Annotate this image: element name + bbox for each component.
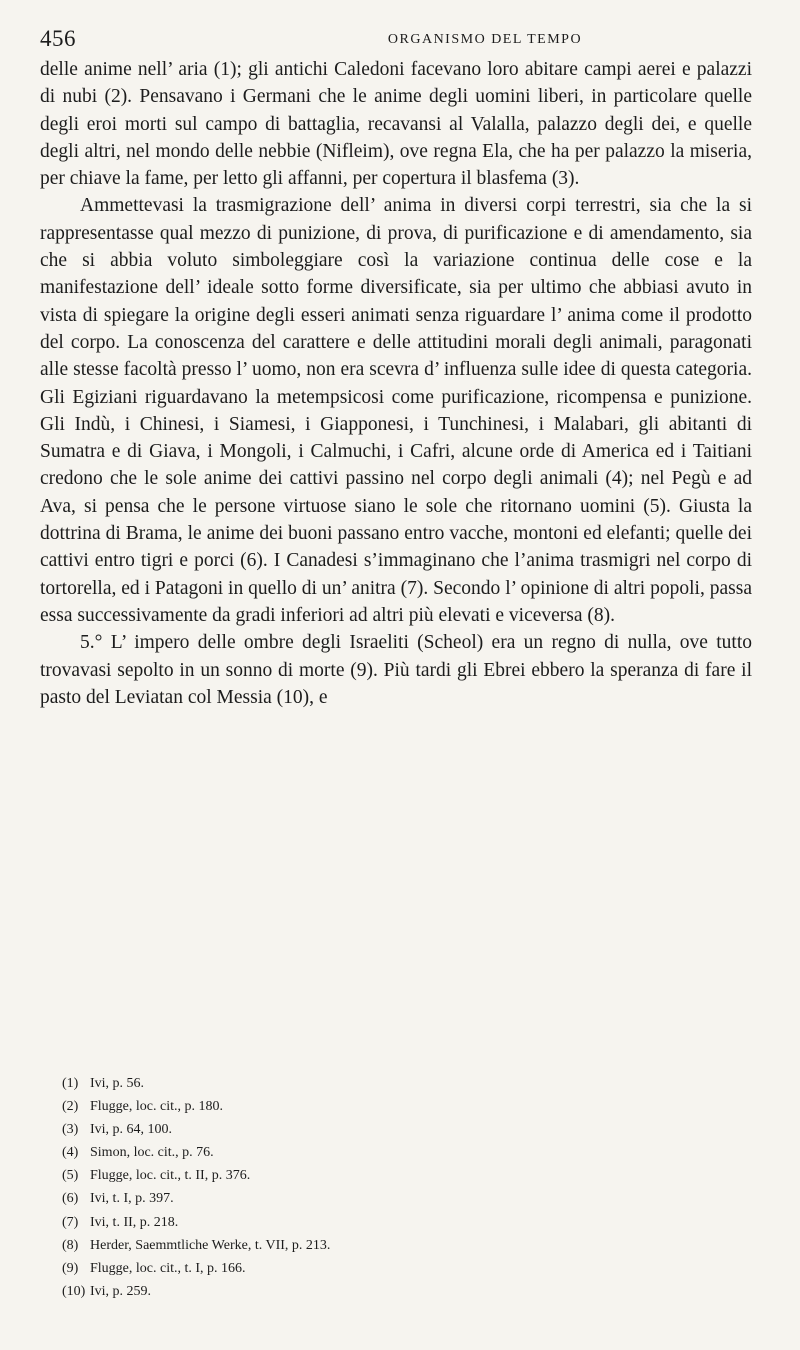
running-head: ORGANISMO DEL TEMPO [387, 32, 583, 47]
footnote-text: Flugge, loc. cit., t. II, p. 376. [90, 1168, 251, 1184]
footnote-text: Ivi, t. I, p. 397. [90, 1191, 174, 1207]
footnote [62, 1257, 622, 1280]
body-text [40, 56, 752, 711]
paragraph: Ammettevasi la trasmigrazione dell’ anima in diversi corpi terrestri, sia che la si rappresentasse qual mezzo di punizione, di prova, di purificazione e di amendamento, sia che si abbia voluto simboleggiare così la variazione continua delle cose e la manifestazione dell’ ideale sotto forme diversificate, sia per ultimo che abbiasi avuto in vista di spiegare la origine degli esseri animati senza riguardare l’ anima come il prodotto del corpo. La conoscenza del carattere e delle attitudini morali degli animali, paragonati alle stesse facoltà presso l’ uomo, non era scevra d’ influenza sulle idee di questa categoria. Gli Egiziani riguardavano la metempsicosi come purificazione, ricompensa e punizione. Gli Indù, i Chinesi, i Siamesi, i Giapponesi, i Tunchinesi, i Malabari, gli abitanti di Sumatra e di Giava, i Mongoli, i Calmuchi, i Cafri, alcune orde di America ed i Taitiani credono che le sole anime dei cattivi passino nel corpo degli animali (4); nel Pegù e ad Ava, si pensa che le persone virtuose siano le sole che ritornano uomini (5). Giusta la dottrina di Brama, le anime dei buoni passano entro vacche, montoni ed elefanti; quelle dei cattivi entro tigri e porci (6). I Canadesi s’immaginano che l’anima trasmigri nel corpo di tortorella, ed i Patagoni in quello di un’ anitra (7). Secondo l’ opinione di altri popoli, passa essa successivamente da gradi inferiori ad altri più elevati e viceversa (8). [40, 195, 752, 626]
paragraph: 5.° L’ impero delle ombre degli Israeliti (Scheol) era un regno di nulla, ove tutto trovavasi sepolto in un sonno di morte (9). Più tardi gli Ebrei ebbero la speranza di fare il pasto del Leviatan col Messia (10), e [40, 632, 752, 708]
footnote-ref: (7) [62, 1214, 79, 1230]
footnote-ref: (6) [62, 1191, 79, 1207]
page-header [40, 26, 750, 56]
footnote-text: Simon, loc. cit., p. 76. [90, 1145, 214, 1161]
footnote-text: Flugge, loc. cit., t. I, p. 166. [90, 1260, 246, 1276]
footnote-ref: (4) [62, 1145, 79, 1161]
footnote-ref: (2) [62, 1099, 79, 1115]
footnote-ref: (8) [62, 1237, 79, 1253]
footnote-text: Herder, Saemmtliche Werke, t. VII, p. 213. [90, 1237, 331, 1253]
footnote-text: Flugge, loc. cit., p. 180. [90, 1099, 223, 1115]
footnote [62, 1164, 622, 1187]
footnote [62, 1072, 622, 1095]
footnote-ref: (3) [62, 1122, 79, 1138]
footnote-text: Ivi, p. 259. [90, 1283, 152, 1299]
footnote-ref: (9) [62, 1260, 79, 1276]
footnote-ref: (1) [62, 1076, 79, 1091]
page-number: 456 [40, 26, 76, 51]
footnote [62, 1187, 622, 1210]
footnote [62, 1141, 622, 1164]
footnote-ref: (10) [62, 1283, 86, 1299]
footnotes [62, 1072, 622, 1303]
footnote [62, 1234, 622, 1257]
footnote [62, 1118, 622, 1141]
paragraph: delle anime nell’ aria (1); gli antichi Caledoni facevano loro abitare campi aerei e palazzi di nubi (2). Pensavano i Germani che le anime degli uomini liberi, in particolare quelle degli eroi morti sul campo di battaglia, recavansi al Valalla, palazzo degli dei, e quelle degli altri, nel mondo delle nebbie (Nifleim), ove regna Ela, che ha per palazzo la miseria, per chiave la fame, per letto gli affanni, per copertura il blasfema (3). [40, 59, 752, 190]
footnote-text: Ivi, p. 64, 100. [90, 1122, 173, 1138]
footnote-text: Ivi, p. 56. [90, 1076, 145, 1091]
footnote-ref: (5) [62, 1168, 79, 1184]
footnote [62, 1211, 622, 1234]
footnote [62, 1280, 622, 1303]
footnote [62, 1095, 622, 1118]
footnote-text: Ivi, t. II, p. 218. [90, 1214, 179, 1230]
